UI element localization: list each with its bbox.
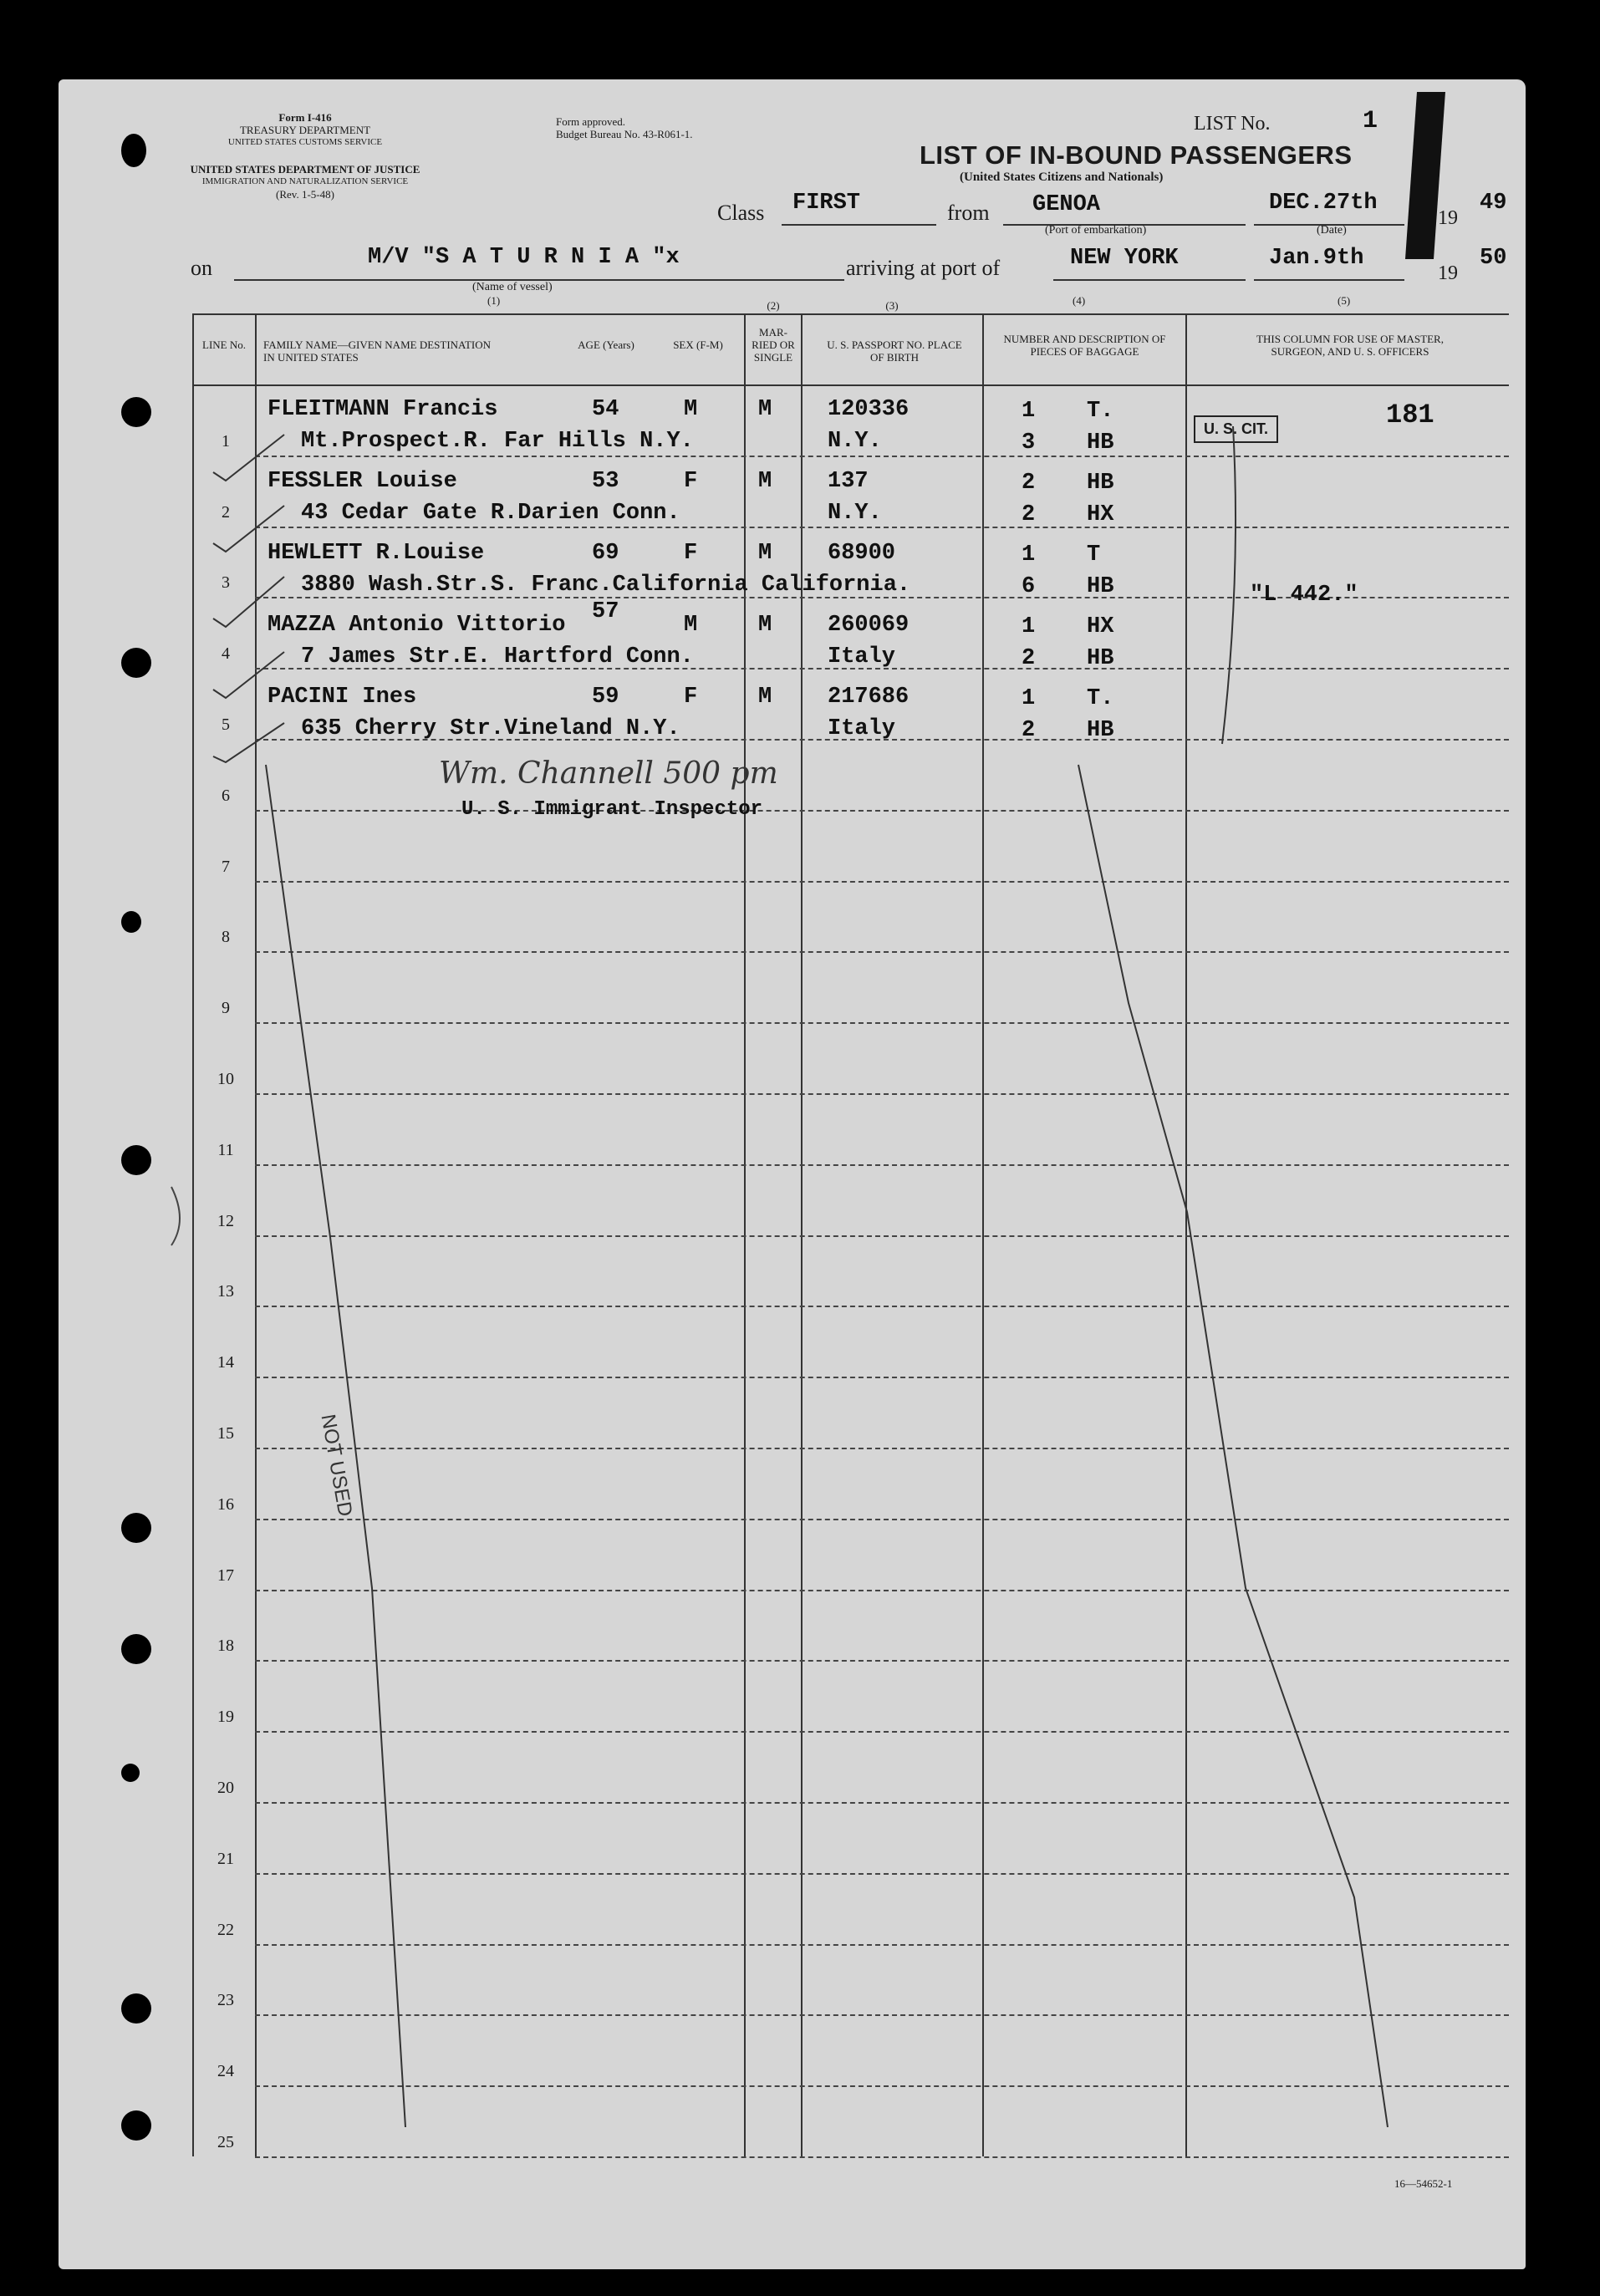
check-mark bbox=[213, 506, 284, 552]
from-label: from bbox=[947, 201, 990, 225]
baggage-count: 2 bbox=[1022, 471, 1036, 496]
date-caption: (Date) bbox=[1317, 224, 1347, 237]
officer-bracket bbox=[1222, 426, 1236, 744]
list-no-value: 1 bbox=[1363, 107, 1378, 135]
passenger-sex: M bbox=[684, 397, 698, 422]
baggage-count: 1 bbox=[1022, 399, 1036, 424]
ins-service: IMMIGRATION AND NATURALIZATION SERVICE bbox=[201, 176, 409, 186]
baggage-type: T. bbox=[1087, 399, 1114, 424]
check-mark bbox=[213, 723, 284, 762]
line-number: 13 bbox=[217, 1282, 234, 1301]
vessel-name: M/V "S A T U R N I A "x bbox=[368, 245, 680, 270]
inspector-signature: Wm. Channell 500 pm bbox=[439, 756, 778, 791]
baggage-type: HB bbox=[1087, 718, 1114, 743]
baggage-type: HB bbox=[1087, 430, 1114, 456]
check-mark bbox=[213, 435, 284, 481]
passenger-sex: F bbox=[684, 469, 698, 494]
vessel-col-num: (1) bbox=[487, 294, 501, 307]
passenger-sex: M bbox=[684, 613, 698, 638]
passenger-destination: 635 Cherry Str.Vineland N.Y. bbox=[301, 716, 680, 741]
check-mark bbox=[213, 577, 284, 627]
col-married-num: (2) bbox=[767, 299, 780, 312]
form-title: LIST OF IN-BOUND PASSENGERS bbox=[920, 140, 1353, 170]
baggage-count: 2 bbox=[1022, 502, 1036, 527]
port-embarkation-caption: (Port of embarkation) bbox=[1045, 224, 1147, 237]
line-number: 5 bbox=[222, 715, 230, 734]
col-officers: THIS COLUMN FOR USE OF MASTER, SURGEON, AND U. S. OFFICERS bbox=[1256, 333, 1444, 358]
arrival-year-prefix: 19 bbox=[1438, 262, 1458, 284]
col-married: MAR- RIED OR SINGLE bbox=[752, 326, 795, 364]
budget-bureau: Budget Bureau No. 43-R061-1. bbox=[556, 128, 693, 140]
line-number: 9 bbox=[222, 999, 230, 1018]
check-mark bbox=[213, 652, 284, 698]
col-baggage: NUMBER AND DESCRIPTION OF PIECES OF BAGGAGE bbox=[1003, 333, 1166, 358]
margin-mark bbox=[171, 1187, 180, 1245]
not-used-line-left bbox=[266, 765, 405, 2127]
passenger-married: M bbox=[758, 469, 772, 494]
revision: (Rev. 1-5-48) bbox=[276, 188, 334, 201]
form-footer-number: 16—54652-1 bbox=[1394, 2177, 1453, 2190]
line-number: 22 bbox=[217, 1920, 234, 1939]
passenger-name: FLEITMANN Francis bbox=[268, 397, 498, 422]
passport-number: 260069 bbox=[828, 613, 910, 638]
baggage-type: T bbox=[1087, 542, 1101, 568]
col-line-no: LINE No. bbox=[202, 339, 246, 351]
baggage-count: 1 bbox=[1022, 542, 1036, 568]
passenger-age: 57 bbox=[592, 599, 619, 624]
line-number: 8 bbox=[222, 928, 230, 947]
line-number: 23 bbox=[217, 1991, 234, 2010]
line-number: 14 bbox=[217, 1353, 234, 1372]
date-col-num: (5) bbox=[1338, 294, 1351, 307]
baggage-count: 6 bbox=[1022, 574, 1036, 599]
baggage-count: 3 bbox=[1022, 430, 1036, 456]
not-used-note: NOT USED bbox=[316, 1413, 357, 1519]
baggage-type: HX bbox=[1087, 502, 1114, 527]
embarkation-date: DEC.27th bbox=[1269, 191, 1378, 216]
inspector-title: U. S. Immigrant Inspector bbox=[461, 798, 763, 821]
place-of-birth: Italy bbox=[828, 644, 896, 669]
line-number: 1 bbox=[222, 431, 230, 451]
baggage-count: 1 bbox=[1022, 686, 1036, 711]
vessel-caption: (Name of vessel) bbox=[472, 281, 553, 293]
line-number: 15 bbox=[217, 1424, 234, 1443]
passport-number: 120336 bbox=[828, 397, 910, 422]
passenger-age: 54 bbox=[592, 397, 619, 422]
line-number: 12 bbox=[217, 1211, 234, 1230]
officer-note-181: 181 bbox=[1386, 400, 1434, 430]
place-of-birth: Italy bbox=[828, 716, 896, 741]
passenger-name: PACINI Ines bbox=[268, 685, 417, 710]
justice-dept: UNITED STATES DEPARTMENT OF JUSTICE bbox=[190, 163, 420, 176]
baggage-type: T. bbox=[1087, 686, 1114, 711]
line-number: 7 bbox=[222, 857, 230, 876]
baggage-count: 2 bbox=[1022, 646, 1036, 671]
passenger-destination: 43 Cedar Gate R.Darien Conn. bbox=[301, 501, 680, 526]
passenger-sex: F bbox=[684, 685, 698, 710]
line-number: 4 bbox=[222, 644, 230, 664]
arrival-year: 50 bbox=[1480, 246, 1507, 271]
passenger-destination: 7 James Str.E. Hartford Conn. bbox=[301, 644, 694, 669]
not-used-line-right bbox=[1078, 765, 1388, 2127]
form-number: Form I-416 bbox=[278, 111, 332, 124]
arriving-label: arriving at port of bbox=[846, 256, 1001, 280]
us-cit-stamp: U. S. CIT. bbox=[1194, 415, 1278, 443]
place-of-birth: N.Y. bbox=[828, 429, 882, 454]
customs-service: UNITED STATES CUSTOMS SERVICE bbox=[227, 137, 383, 147]
baggage-type: HB bbox=[1087, 646, 1114, 671]
line-number: 19 bbox=[217, 1708, 234, 1727]
list-no-label: LIST No. bbox=[1194, 113, 1271, 135]
col-passport: U. S. PASSPORT NO. PLACE OF BIRTH bbox=[827, 339, 962, 364]
embarkation-year: 49 bbox=[1480, 191, 1507, 216]
place-of-birth: N.Y. bbox=[828, 501, 882, 526]
line-number: 17 bbox=[217, 1565, 234, 1585]
passenger-name: HEWLETT R.Louise bbox=[268, 541, 485, 566]
passenger-name: FESSLER Louise bbox=[268, 469, 457, 494]
passport-number: 217686 bbox=[828, 685, 910, 710]
baggage-count: 1 bbox=[1022, 614, 1036, 639]
line-number: 11 bbox=[217, 1140, 234, 1159]
passenger-married: M bbox=[758, 541, 772, 566]
passenger-destination: Mt.Prospect.R. Far Hills N.Y. bbox=[301, 429, 694, 454]
passenger-age: 53 bbox=[592, 469, 619, 494]
col-sex: SEX (F-M) bbox=[673, 339, 723, 351]
on-label: on bbox=[191, 256, 212, 280]
line-number: 20 bbox=[217, 1779, 234, 1797]
line-number: 3 bbox=[222, 573, 230, 593]
year-prefix: 19 bbox=[1438, 207, 1458, 229]
passenger-age: 59 bbox=[592, 685, 619, 710]
line-number: 25 bbox=[217, 2133, 234, 2151]
col-age: AGE (Years) bbox=[578, 339, 634, 351]
baggage-type: HX bbox=[1087, 614, 1114, 639]
officer-note-l442: "L 442." bbox=[1250, 583, 1358, 608]
passenger-age: 69 bbox=[592, 541, 619, 566]
line-number: 2 bbox=[222, 502, 230, 522]
line-number: 18 bbox=[217, 1637, 234, 1656]
arrival-date: Jan.9th bbox=[1269, 246, 1364, 271]
passenger-married: M bbox=[758, 613, 772, 638]
line-number: 6 bbox=[222, 786, 230, 805]
passenger-name: MAZZA Antonio Vittorio bbox=[268, 613, 566, 638]
passenger-married: M bbox=[758, 685, 772, 710]
passenger-destination: 3880 Wash.Str.S. Franc.California California. bbox=[301, 573, 911, 598]
line-number: 16 bbox=[217, 1494, 234, 1514]
line-number: 24 bbox=[217, 2062, 234, 2081]
port-col-num: (4) bbox=[1073, 294, 1086, 307]
form-approved: Form approved. bbox=[556, 115, 626, 128]
line-number: 10 bbox=[217, 1070, 234, 1088]
baggage-count: 2 bbox=[1022, 718, 1036, 743]
passport-number: 137 bbox=[828, 469, 869, 494]
passenger-married: M bbox=[758, 397, 772, 422]
class-value: FIRST bbox=[792, 191, 861, 216]
class-label: Class bbox=[717, 201, 765, 225]
col-name: FAMILY NAME—GIVEN NAME DESTINATION IN UNITED STATES bbox=[263, 339, 492, 364]
baggage-type: HB bbox=[1087, 471, 1114, 496]
form-subtitle: (United States Citizens and Nationals) bbox=[960, 171, 1164, 184]
line-number: 21 bbox=[217, 1849, 234, 1868]
port-of-embarkation: GENOA bbox=[1032, 192, 1101, 217]
col-passport-num: (3) bbox=[885, 299, 899, 312]
arrival-port: NEW YORK bbox=[1070, 246, 1179, 271]
passport-number: 68900 bbox=[828, 541, 896, 566]
passenger-sex: F bbox=[684, 541, 698, 566]
treasury-dept: TREASURY DEPARTMENT bbox=[239, 124, 371, 136]
baggage-type: HB bbox=[1087, 574, 1114, 599]
